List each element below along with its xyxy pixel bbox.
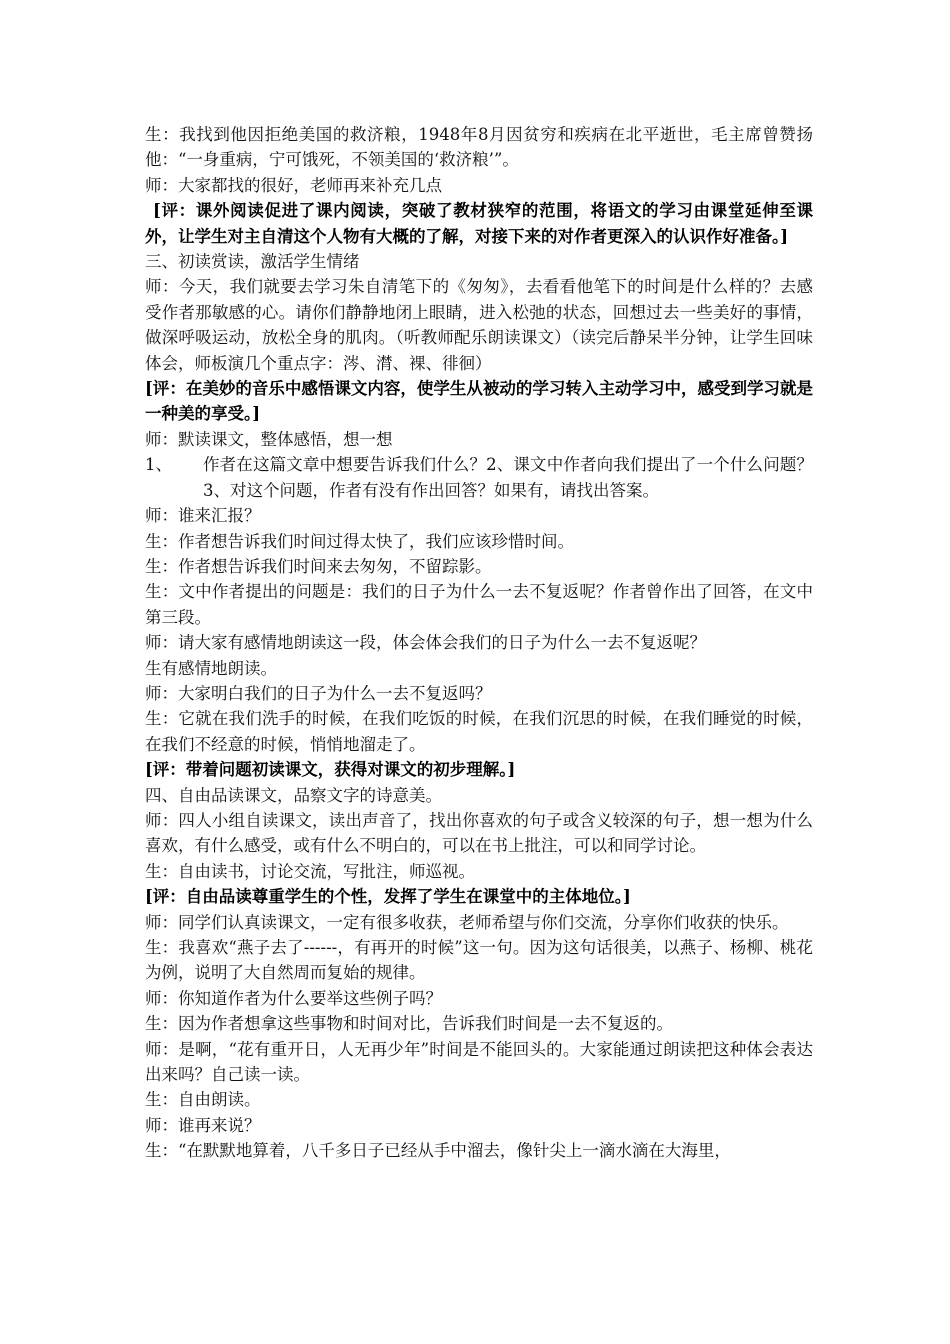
paragraph: 师：今天，我们就要去学习朱自清笔下的《匆匆》，去看看他笔下的时间是什么样的？去感受作者那敏感的心。请你们静静地闭上眼睛，进入松弛的状态，回想过去一些美好的事情，做深呼吸运动，放松全身的肌肉。（听教师配乐朗读课文）（读完后静呆半分钟，让学生回味体会，师板演几个重点字：涔、潸、裸、徘徊） <box>145 277 813 373</box>
teacher-comment: [评：课外阅读促进了课内阅读，突破了教材狭窄的范围，将语文的学习由课堂延伸至课外，让学生对主自清这个人物有大概的了解，对接下来的对作者更深入的认识作好准备。] <box>145 201 813 246</box>
paragraph: 生：文中作者提出的问题是：我们的日子为什么一去不复返呢？作者曾作出了回答，在文中第三段。 <box>145 582 813 627</box>
teacher-comment: [评：自由品读尊重学生的个性，发挥了学生在课堂中的主体地位。] <box>145 887 631 907</box>
paragraph: 师：同学们认真读课文，一定有很多收获，老师希望与你们交流，分享你们收获的快乐。 <box>145 912 789 932</box>
paragraph: 生：我喜欢“燕子去了------，有再开的时候”这一句。因为这句话很美，以燕子、杨柳、桃花为例，说明了大自然周而复始的规律。 <box>145 938 813 983</box>
section-heading: 三、初读赏读，激活学生情绪 <box>145 252 360 272</box>
question-list-item <box>145 452 813 503</box>
paragraph: 生：作者想告诉我们时间过得太快了，我们应该珍惜时间。 <box>145 531 574 551</box>
paragraph: 生：因为作者想拿这些事物和时间对比，告诉我们时间是一去不复返的。 <box>145 1014 673 1034</box>
paragraph: 师：默读课文，整体感悟，想一想 <box>145 429 393 449</box>
teacher-comment: [评：在美妙的音乐中感悟课文内容，使学生从被动的学习转入主动学习中，感受到学习就是一种美的享受。] <box>145 379 813 424</box>
paragraph: 师：是啊，“花有重开日，人无再少年”时间是不能回头的。大家能通过朗读把这种体会表达出来吗？自己读一读。 <box>145 1039 813 1085</box>
paragraph: 师：大家都找的很好，老师再来补充几点 <box>145 175 442 195</box>
paragraph: 生：“在默默地算着，八千多日子已经从手中溜去，像针尖上一滴水滴在大海里， <box>145 1141 731 1161</box>
paragraph: 师：你知道作者为什么要举这些例子吗？ <box>145 988 442 1008</box>
list-text: 作者在这篇文章中想要告诉我们什么？2、课文中作者向我们提出了一个什么问题？3、对这个问题，作者有没有作出回答？如果有，请找出答案。 <box>203 455 813 500</box>
paragraph: 生：自由读书，讨论交流，写批注，师巡视。 <box>145 861 475 881</box>
document-body <box>145 122 813 1164</box>
paragraph: 师：谁来汇报？ <box>145 506 261 526</box>
paragraph: 生：自由朗读。 <box>145 1090 261 1110</box>
paragraph: 生有感情地朗读。 <box>145 658 277 678</box>
paragraph: 生：作者想告诉我们时间来去匆匆，不留踪影。 <box>145 556 492 576</box>
paragraph: 师：谁再来说？ <box>145 1115 261 1135</box>
paragraph: 师：四人小组自读课文，读出声音了，找出你喜欢的句子或含义较深的句子，想一想为什么喜欢，有什么感受，或有什么不明白的，可以在书上批注，可以和同学讨论。 <box>145 810 813 856</box>
list-number: 1、 <box>145 455 172 475</box>
paragraph: 师：大家明白我们的日子为什么一去不复返吗？ <box>145 683 492 703</box>
paragraph: 师：请大家有感情地朗读这一段，体会体会我们的日子为什么一去不复返呢？ <box>145 633 706 653</box>
section-heading: 四、自由品读课文，品察文字的诗意美。 <box>145 785 442 805</box>
paragraph: 生：我找到他因拒绝美国的救济粮，1948年8月因贫穷和疾病在北平逝世，毛主席曾赞扬他：“一身重病，宁可饿死，不领美国的‘救济粮’”。 <box>145 125 813 170</box>
teacher-comment: [评：带着问题初读课文，获得对课文的初步理解。] <box>145 760 516 780</box>
paragraph: 生：它就在我们洗手的时候，在我们吃饭的时候，在我们沉思的时候，在我们睡觉的时候，在我们不经意的时候，悄悄地溜走了。 <box>145 709 813 754</box>
